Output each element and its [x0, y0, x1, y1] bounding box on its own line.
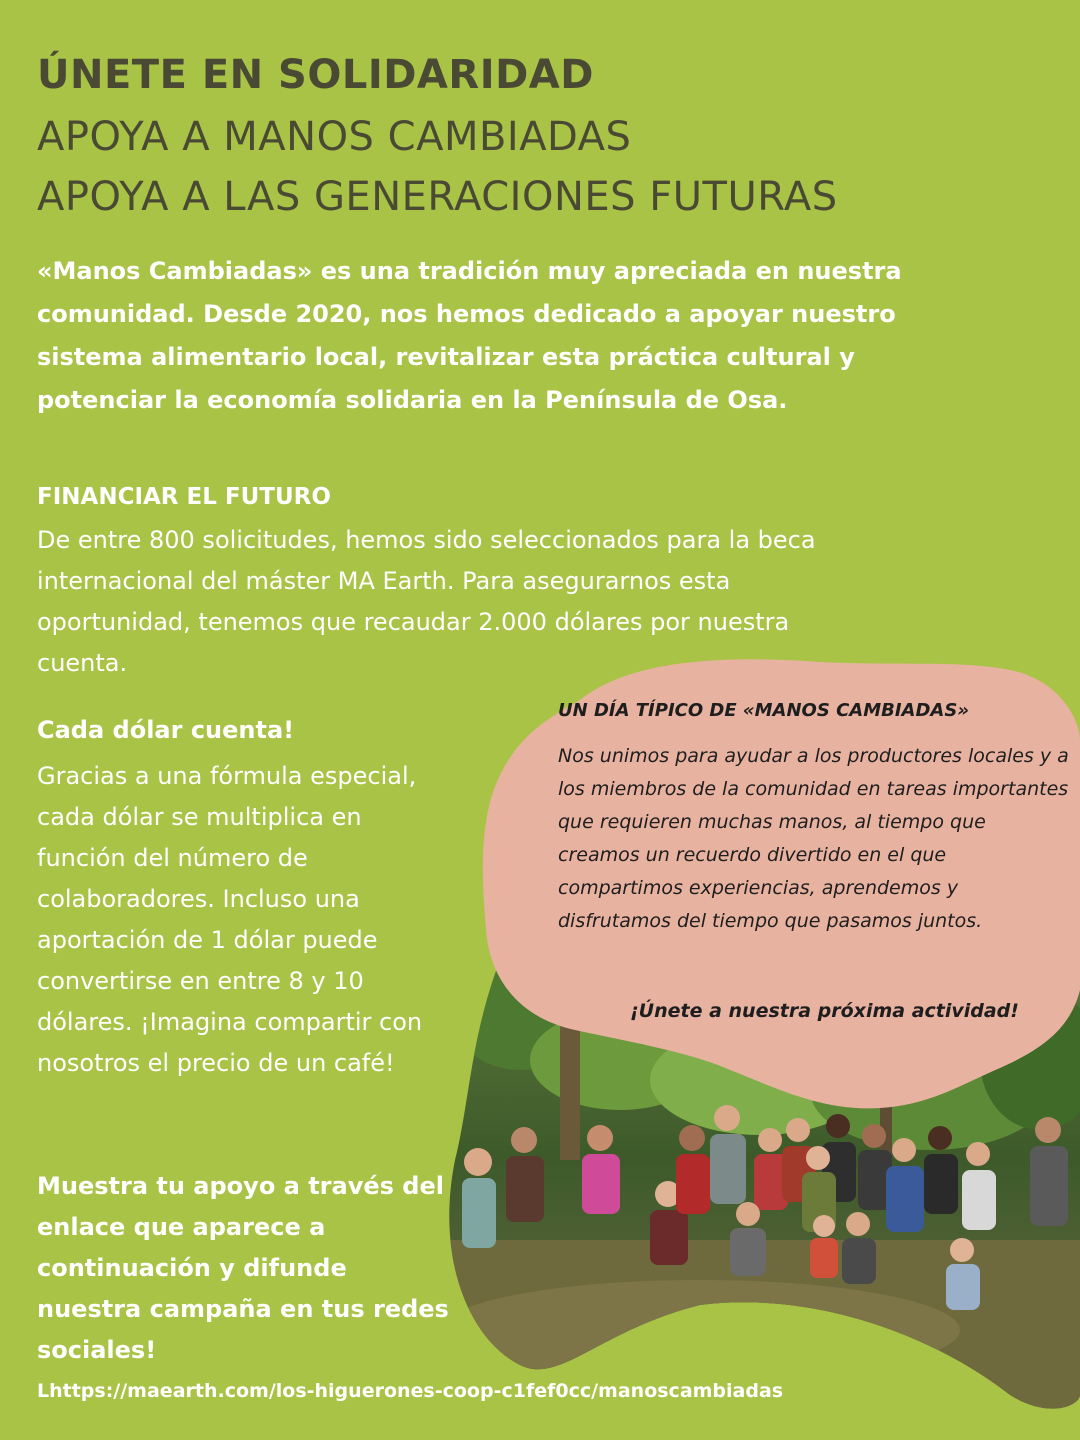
call-to-action: Muestra tu apoyo a través del enlace que aparece a continuación y difunde nuestra campaña en tus redes sociales! [37, 1172, 449, 1364]
every-dollar-paragraph: Gracias a una fórmula especial, cada dólar se multiplica en función del número de colaboradores. Incluso una aportación de 1 dólar puede convertirse en entre 8 y 10 dólares. ¡Imagina compartir con nosotros el precio de un café! [37, 762, 423, 1077]
page-title: ÚNETE EN SOLIDARIDAD [37, 52, 594, 98]
next-activity-cta: ¡Únete a nuestra próxima actividad! [630, 1000, 1019, 1022]
intro-paragraph: «Manos Cambiadas» es una tradición muy apreciada en nuestra comunidad. Desde 2020, nos hemos dedicado a apoyar nuestro sistema alimentario local, revitalizar esta práctica cultural y potenciar la economía solidaria en la Península de Osa. [37, 257, 902, 414]
campaign-link[interactable]: Lhttps://maearth.com/los-higuerones-coop-c1fef0cc/manoscambiadas [37, 1380, 784, 1402]
typical-day-paragraph: Nos unimos para ayudar a los productores locales y a los miembros de la comunidad en tareas importantes que requieren muchas manos, al tiempo que creamos un recuerdo divertido en el que compartimos experiencias, aprendemos y disfrutamos del tiempo que pasamos juntos. [558, 745, 1069, 932]
every-dollar-heading: Cada dólar cuenta! [37, 716, 295, 744]
funding-heading: FINANCIAR EL FUTURO [37, 484, 331, 510]
subtitle-generaciones-futuras: APOYA A LAS GENERACIONES FUTURAS [37, 174, 838, 220]
typical-day-heading: UN DÍA TÍPICO DE «MANOS CAMBIADAS» [558, 700, 970, 721]
funding-paragraph: De entre 800 solicitudes, hemos sido seleccionados para la beca internacional del máster MA Earth. Para asegurarnos esta oportunidad, tenemos que recaudar 2.000 dólares por nuestra cuenta. [37, 526, 816, 677]
subtitle-manos-cambiadas: APOYA A MANOS CAMBIADAS [37, 114, 632, 160]
